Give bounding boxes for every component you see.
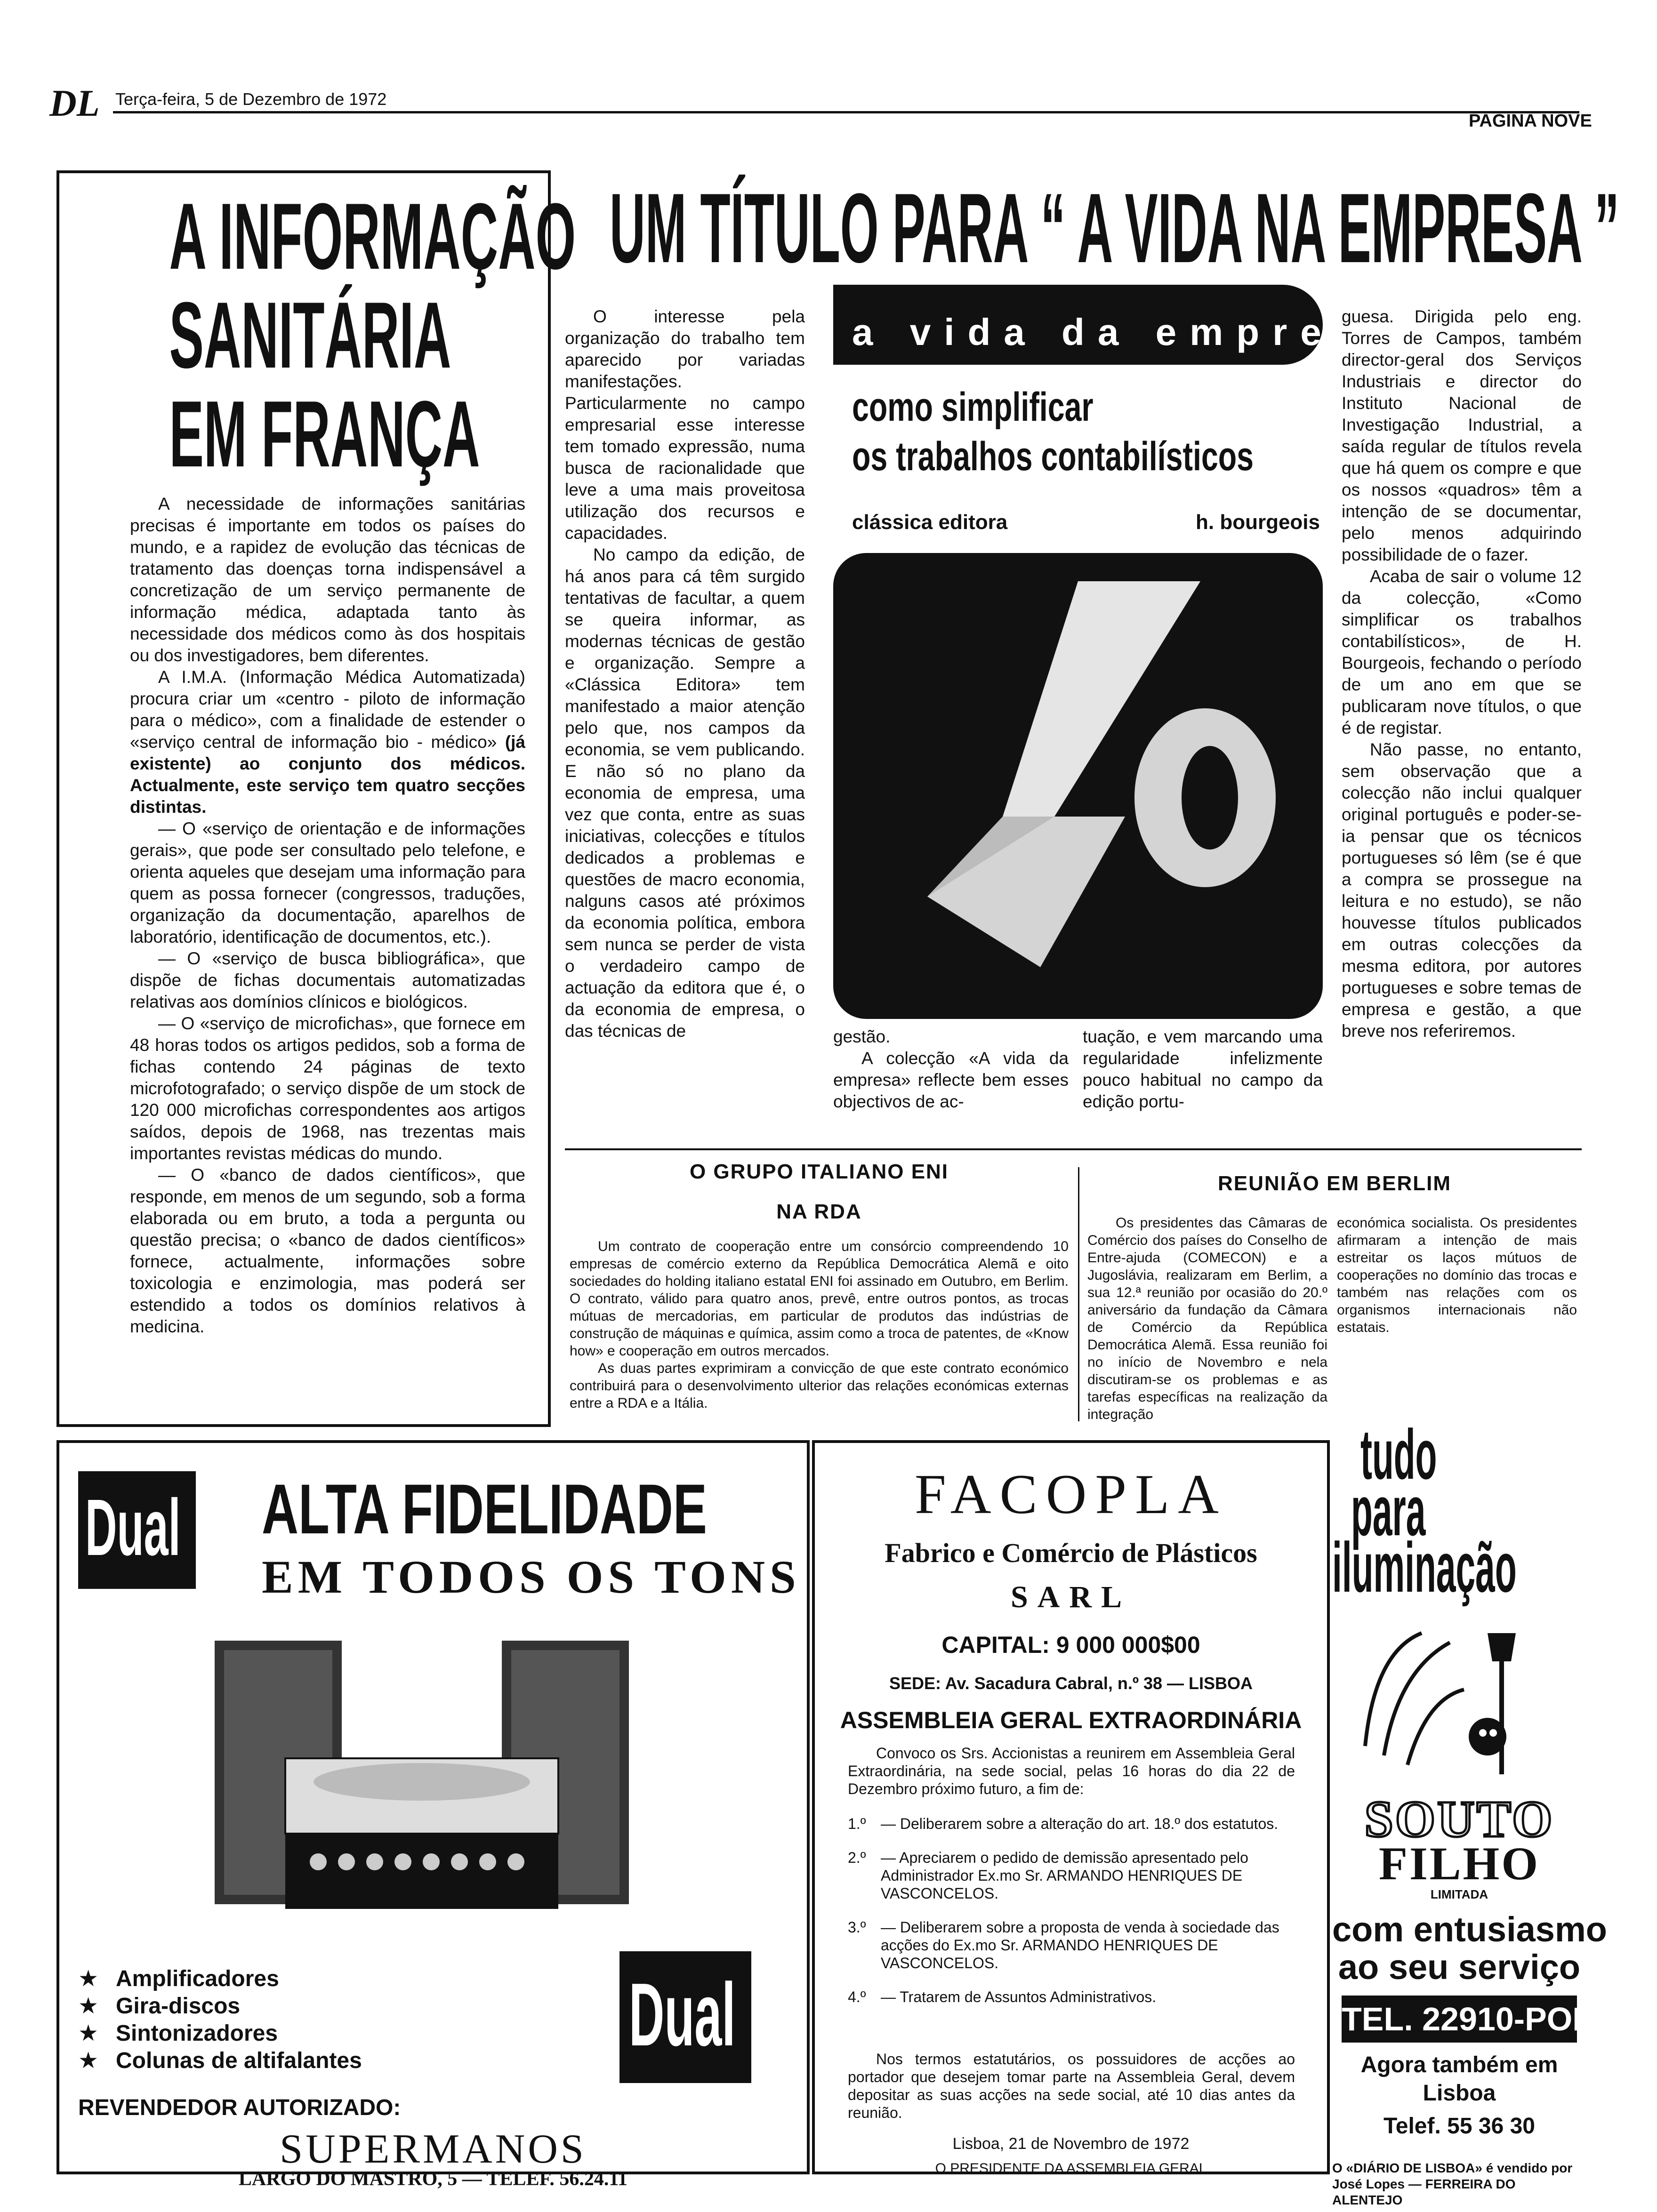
article-empresa-col3: tuação, e vem marcando uma regularidade infelizmente pouco habitual no campo da edição portu- bbox=[1083, 1027, 1323, 1111]
souto-lisboa-1: Agora também em bbox=[1360, 2052, 1558, 2077]
facopla-item: 2.º — Apreciarem o pedido de demissão apresentado pelo Administrador Ex.mo Sr. ARMANDO HENRIQUES DE VASCONCELOS. bbox=[848, 1849, 1248, 1902]
facopla-item: 1.º — Deliberarem sobre a alteração do art. 18.º dos estatutos. bbox=[848, 1815, 1279, 1832]
footer-distribution-note: O «DIÁRIO DE LISBOA» é vendido por José Lopes — FERREIRA DO ALENTEJO bbox=[1332, 2161, 1573, 2207]
facopla-intro: Convoco os Srs. Accionistas a reunirem em Assembleia Geral Extraordinária, na sede social, pelas 16 horas do dia 22 de Dezembro próximo futuro, a fim de: bbox=[848, 1745, 1295, 1797]
article-empresa-title: UM TÍTULO PARA “ A VIDA NA EMPRESA ” bbox=[610, 173, 1619, 283]
dual-address: LARGO DO MASTRO, 5 — TELEF. 56.24.11 bbox=[238, 2168, 628, 2190]
souto-headline-1: tudo bbox=[1360, 1415, 1437, 1494]
souto-phone-box: TEL. 22910-PORTO bbox=[1342, 1996, 1577, 2043]
page-number: PAGINA NOVE bbox=[1469, 111, 1592, 131]
book-title-2: os trabalhos contabilísticos bbox=[852, 434, 1254, 479]
article-empresa-col2: gestão. A colecção «A vida da empresa» reflecte bem esses objectivos de ac- bbox=[833, 1027, 1069, 1111]
masthead-logo: DL bbox=[49, 83, 100, 124]
dual-product-item: ★ Sintonizadores bbox=[78, 2021, 278, 2046]
article-france-title-3: EM FRANÇA bbox=[169, 382, 480, 487]
dual-logo-top: Dual bbox=[78, 1471, 196, 1589]
facopla-note: Nos termos estatutários, os possuidores de acções ao portador que desejem tomar parte na Assembleia Geral, devem depositar as suas acções na sede social, até 10 dias antes da reunião. bbox=[848, 2051, 1295, 2121]
facopla-items bbox=[848, 1815, 1295, 2022]
book-author: h. bourgeois bbox=[1196, 511, 1320, 534]
article-eni-title-1: O GRUPO ITALIANO ENI bbox=[689, 1160, 949, 1183]
stereo-system-image bbox=[215, 1641, 629, 1932]
article-berlim-col1: Os presidentes das Câmaras de Comércio dos países do Conselho de Entre-ajuda (COMECON) e a Jugoslávia, realizaram em Berlim, a sua 12.ª reunião por ocasião do 20.º aniversário da fundação da Câmara de Comércio da República Democrática Alemã. Essa reunião foi no início de Novembro e nela discutiram-se os problemas e as tarefas específicas na realização da integração bbox=[1087, 1215, 1327, 1422]
facopla-signature: O PRESIDENTE DA ASSEMBLEIA GERAL bbox=[935, 2161, 1207, 2176]
souto-brand-3: LIMITADA bbox=[1430, 1887, 1488, 1901]
header-date: Terça-feira, 5 de Dezembro de 1972 bbox=[115, 89, 387, 109]
article-berlim-col2: económica socialista. Os presidentes afirmaram a intenção de mais estreitar os laços mútuos de cooperações no domínio das trocas e também nas relações com os organismos internacionais não estatais. bbox=[1337, 1215, 1577, 1335]
souto-brand-2: FILHO bbox=[1378, 1837, 1540, 1890]
article-eni-body: Um contrato de cooperação entre um consórcio compreendendo 10 empresas de comércio externo da República Democrática Alemã e oito sociedades do holding italiano estatal ENI foi assinado em Outubro, em Berlim. O contrato, válido para quatro anos, prevê, entre outros pontos, as trocas mútuas de mercadorias, em particular de produtos das indústrias de construção de máquinas e química, assim como a troca de patentes, de «Know how» e cooperação em outros mercados. As duas partes exprimiram a convicção de que este contrato económico contribuirá para o desenvolvimento ulterior das relações económicas externas entre a RDA e a Itália. bbox=[570, 1239, 1069, 1411]
article-france-title-1: A INFORMAÇÃO bbox=[169, 184, 576, 289]
book-cover bbox=[833, 285, 1403, 1019]
lamp-illustration bbox=[1346, 1605, 1572, 1798]
article-france-title-2: SANITÁRIA bbox=[169, 283, 451, 388]
article-empresa-col1: O interesse pela organização do trabalho tem aparecido por variadas manifestações. Particularmente no campo empresarial esse interesse tem tomado expressão, numa busca de racionalidade que leve a uma mais proveitosa utilização dos recursos e capacidades. No campo da edição, de há anos para cá têm surgido tentativas de facultar, a quem se queira informar, as modernas técnicas de gestão e organização. Sempre a «Clássica Editora» tem manifestado a maior atenção pelo que, nos campos da economia, se vem publicando. E não só no plano da economia de empresa, uma vez que conta, entre as suas iniciativas, colecções e títulos dedicados a problemas e questões de macro economia, nalguns casos até próximos da economia política, embora sem nunca se perder de vista o verdadeiro campo de actuação da editora que é, o da economia de empresa, o das técnicas de bbox=[565, 307, 805, 1041]
dual-product-item: ★ Colunas de altifalantes bbox=[78, 2048, 362, 2073]
dual-reseller-label: REVENDEDOR AUTORIZADO: bbox=[78, 2095, 401, 2120]
facopla-sede: SEDE: Av. Sacadura Cabral, n.º 38 — LISBOA bbox=[889, 1674, 1253, 1693]
souto-headline-2: para bbox=[1351, 1471, 1426, 1550]
souto-lisboa-2: Lisboa bbox=[1423, 2081, 1496, 2106]
article-eni-title-2: NA RDA bbox=[776, 1200, 862, 1223]
book-cover-art bbox=[833, 553, 1323, 1019]
dual-product-list bbox=[78, 1965, 362, 2075]
article-empresa-col4: guesa. Dirigida pelo eng. Torres de Campos, também director-geral dos Serviços Industriais e director do Instituto Nacional de Investigação Industrial, a saída regular de títulos revela que há quem os compre e que os nossos «quadros» têm a intenção de se documentar, pelo menos adquirindo possibilidade de o fazer. Acaba de sair o volume 12 da colecção, «Como simplificar os trabalhos contabilísticos», de H. Bourgeois, fechando o período de um ano em que se publicaram nove títulos, o que é de registar. Não passe, no entanto, sem observação que a colecção não inclui qualquer original português e poder-se-ia pensar que os técnicos portugueses só lêm (se é que a compra se prossegue na leitura e no estudo), se não houvesse títulos publicados em outras colecções da mesma editora, por autores portugueses e sobre temas de empresa e gestão, a que breve nos referiremos. bbox=[1342, 307, 1582, 1041]
ad-souto-filho bbox=[1332, 1415, 1641, 2156]
article-france-box bbox=[56, 170, 576, 1427]
facopla-subtitle: Fabrico e Comércio de Plásticos bbox=[885, 1538, 1257, 1568]
book-title-1: como simplificar bbox=[852, 385, 1094, 430]
facopla-item: 3.º — Deliberarem sobre a proposta de venda à sociedade das acções do Ex.mo Sr. ARMANDO HENRIQUES DE VASCONCELOS. bbox=[848, 1919, 1279, 1972]
souto-slogan-1: com entusiasmo bbox=[1332, 1910, 1607, 1949]
dual-logo-bottom: Dual bbox=[619, 1951, 751, 2083]
dual-reseller-name: SUPERMANOS bbox=[280, 2126, 587, 2172]
ad-dual bbox=[56, 1440, 810, 2190]
dual-product-item: ★ Amplificadores bbox=[78, 1966, 279, 1991]
souto-slogan-2: ao seu serviço bbox=[1338, 1948, 1581, 1987]
facopla-capital: CAPITAL: 9 000 000$00 bbox=[941, 1632, 1200, 1658]
facopla-type: SARL bbox=[1010, 1580, 1132, 1614]
facopla-date: Lisboa, 21 de Novembro de 1972 bbox=[952, 2135, 1190, 2153]
facopla-item: 4.º — Tratarem de Assuntos Administrativos. bbox=[848, 1988, 1157, 2005]
facopla-assembly: ASSEMBLEIA GERAL EXTRAORDINÁRIA bbox=[840, 1707, 1302, 1733]
book-banner-text: a vida da empresa bbox=[852, 311, 1403, 353]
ad-facopla bbox=[812, 1440, 1330, 2174]
dual-headline-1: ALTA FIDELIDADE bbox=[262, 1469, 707, 1548]
book-publisher: clássica editora bbox=[852, 511, 1008, 534]
dual-product-item: ★ Gira-discos bbox=[78, 1994, 241, 2019]
souto-lisboa-phone: Telef. 55 36 30 bbox=[1384, 2114, 1535, 2139]
facopla-name: FACOPLA bbox=[915, 1463, 1227, 1525]
article-berlim-title: REUNIÃO EM BERLIM bbox=[1218, 1172, 1451, 1195]
souto-brand-1: SOUTO bbox=[1364, 1790, 1554, 1848]
souto-headline-3: iluminação bbox=[1332, 1528, 1517, 1607]
article-france-body: A necessidade de informações sanitárias precisas é importante em todos os países do mundo, e a rapidez de evolução das técnicas de tratamento das doenças torna indispensável a concretização de um serviço permanente de informação médica, adaptada tanto às necessidade dos médicos como às dos hospitais ou dos investigadores, bem diferentes. A I.M.A. (Informação Médica Automatizada) procura criar um «centro - piloto de informação para o médico», com a finalidade de estender o «serviço central de informação bio - médico» (já existente) ao conjunto dos médicos. Actualmente, este serviço tem quatro secções distintas. — O «serviço de orientação e de informações gerais», que pode ser consultado pelo telefone, e orienta aqueles que desejam uma informação para quem as possa fornecer (congressos, traduções, organização da documentação, aparelhos de laboratório, identificação de documentos, etc.). — O «serviço de busca bibliográfica», que dispõe de fichas documentais automatizadas relativas aos domínios clínicos e biológicos. — O «serviço de microfichas», que fornece em 48 horas todos os artigos pedidos, sob a forma de fichas contendo 24 páginas de texto microfotografado; o serviço dispõe de um stock de 120 000 microfichas correspondentes aos artigos saídos, depois de 1968, nas trezentas mais importantes revistas médicas do mundo. — O «banco de dados científicos», que responde, em menos de um segundo, sob a forma elaborada ou em bruto, a toda a pergunta ou questão precisa; o «banco de dados científicos» fornece, actualmente, informações sobre toxicologia e enzimologia, mas poderá ser estendido a todos os domínios relativos à medicina. bbox=[130, 494, 525, 1336]
dual-headline-2: EM TODOS OS TONS bbox=[262, 1551, 801, 1603]
